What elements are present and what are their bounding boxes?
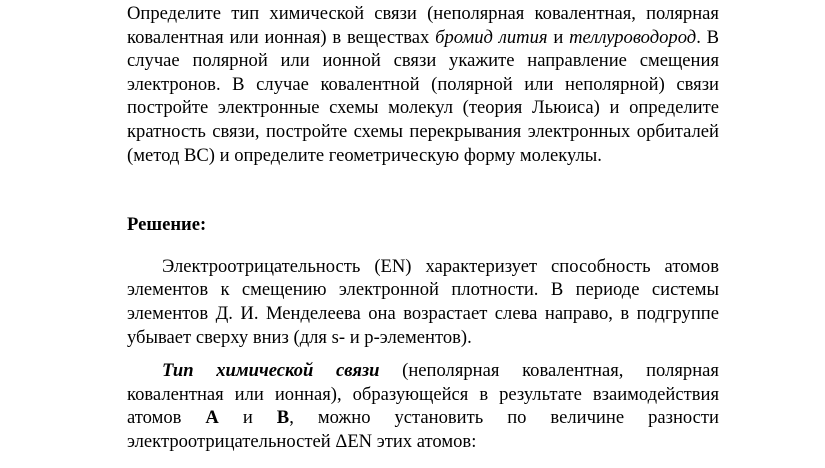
paragraph2-text-2: и (218, 407, 277, 429)
substance-hydrogen-telluride: теллуроводород (569, 26, 697, 48)
atom-b-label: В (276, 407, 290, 429)
solution-heading: Решение: (127, 214, 207, 236)
paragraph2-text-1: (неполярная ковалентная, полярная ковалентная или ионная), образующейся в результате взаимодействия атомов (127, 360, 719, 429)
term-bond-type: Тип химической связи (162, 360, 380, 382)
task-text-1: Определите тип химической связи (неполярная ковалентная, полярная ковалентная или ионная) в веществах (127, 3, 719, 48)
substance-lithium-bromide: бромид лития (435, 26, 548, 48)
paragraph-bond-type (127, 359, 719, 453)
task-statement (127, 2, 719, 167)
task-text-3: . В случае полярной или ионной связи укажите направление смещения электронов. В случае ковалентной (полярной или неполярной) связи постройте электронные схемы молекул (теория Льюиса) и определите кратность связи, постройте схемы перекрывания электронных орбиталей (метод ВС) и определите геометрическую форму молекулы. (127, 26, 720, 166)
paragraph2-text-3: , можно установить по величине разности электроотрицательностей ΔEN этих атомов: (127, 407, 720, 452)
atom-a-label: А (205, 407, 219, 429)
paragraph-electronegativity: Электроотрицательность (EN) характеризует способность атомов элементов к смещению электронной плотности. В периоде системы элементов Д. И. Менделеева она возрастает слева направо, в подгруппе убывает сверху вниз (для s- и p-элементов). (127, 255, 719, 348)
task-text-2: и (547, 26, 570, 48)
document-page (127, 0, 719, 454)
